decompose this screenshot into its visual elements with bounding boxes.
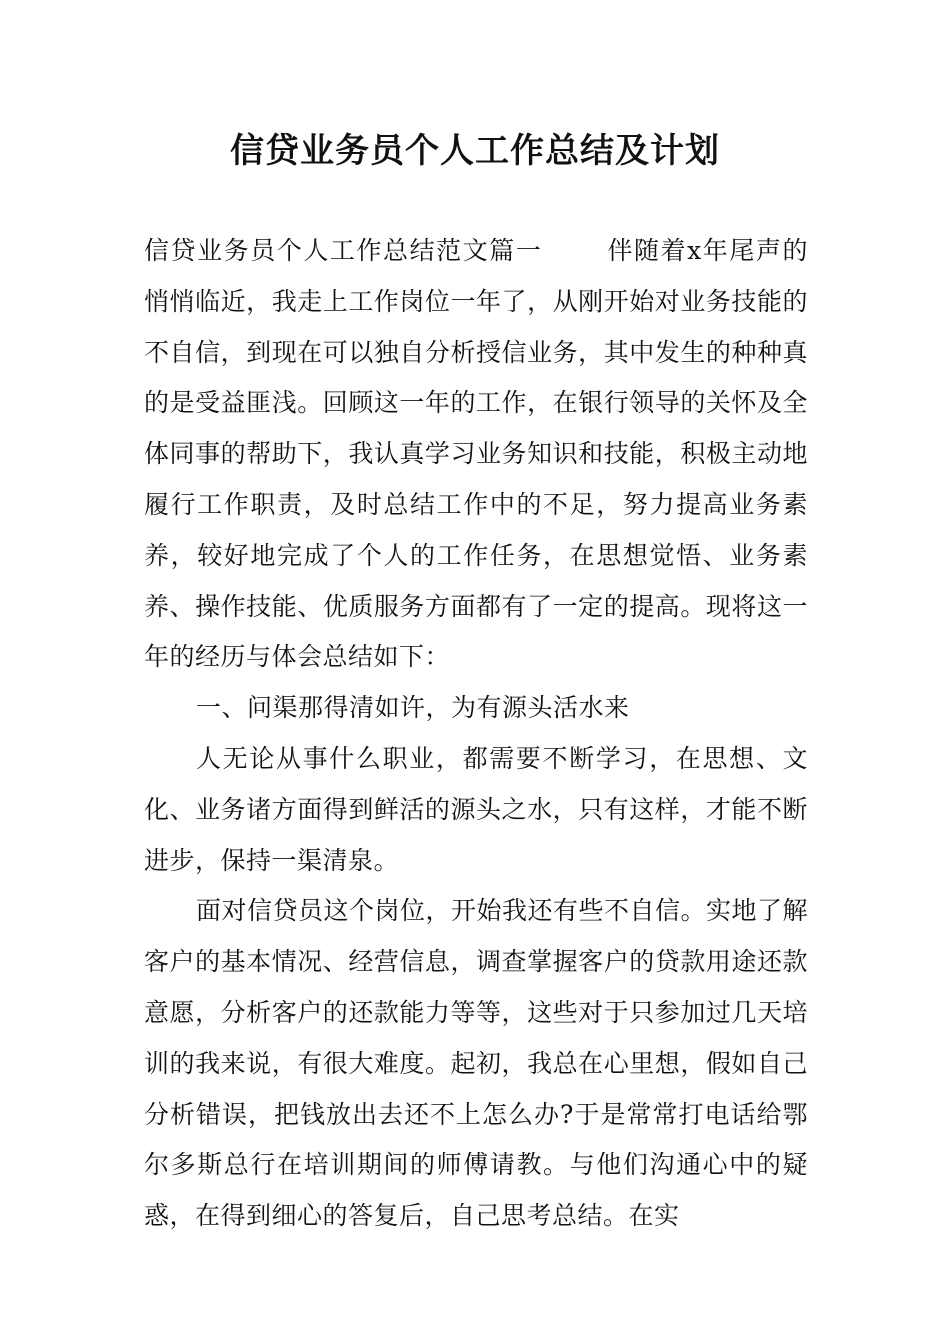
intro-heading: 信贷业务员个人工作总结范文篇一 (144, 236, 543, 265)
paragraph-2: 人无论从事什么职业，都需要不断学习，在思想、文化、业务诸方面得到鲜活的源头之水，只有这样，才能不断进步，保持一渠清泉。 (144, 743, 808, 875)
paragraph-3: 面对信贷员这个岗位，开始我还有些不自信。实地了解客户的基本情况、经营信息，调查掌握客户的贷款用途还款意愿，分析客户的还款能力等等，这些对于只参加过几天培训的我来说，有很大难度。起初，我总在心里想，假如自己分析错误，把钱放出去还不上怎么办?于是常常打电话给鄂尔多斯总行在培训期间的师傅请教。与他们沟通心中的疑惑，在得到细心的答复后，自己思考总结。在实 (144, 896, 809, 1231)
document-body (144, 226, 808, 1242)
paragraph-1: 伴随着x年尾声的悄悄临近，我走上工作岗位一年了，从刚开始对业务技能的不自信，到现在可以独自分析授信业务，其中发生的种种真的是受益匪浅。回顾这一年的工作，在银行领导的关怀及全体同事的帮助下，我认真学习业务知识和技能，积极主动地履行工作职责，及时总结工作中的不足，努力提高业务素养，较好地完成了个人的工作任务，在思想觉悟、业务素养、操作技能、优质服务方面都有了一定的提高。现将这一年的经历与体会总结如下： (144, 236, 808, 672)
intro-paragraph (144, 226, 808, 683)
document-title: 信贷业务员个人工作总结及计划 (230, 131, 720, 171)
section-heading-1: 一、问渠那得清如许，为有源头活水来 (196, 693, 630, 723)
